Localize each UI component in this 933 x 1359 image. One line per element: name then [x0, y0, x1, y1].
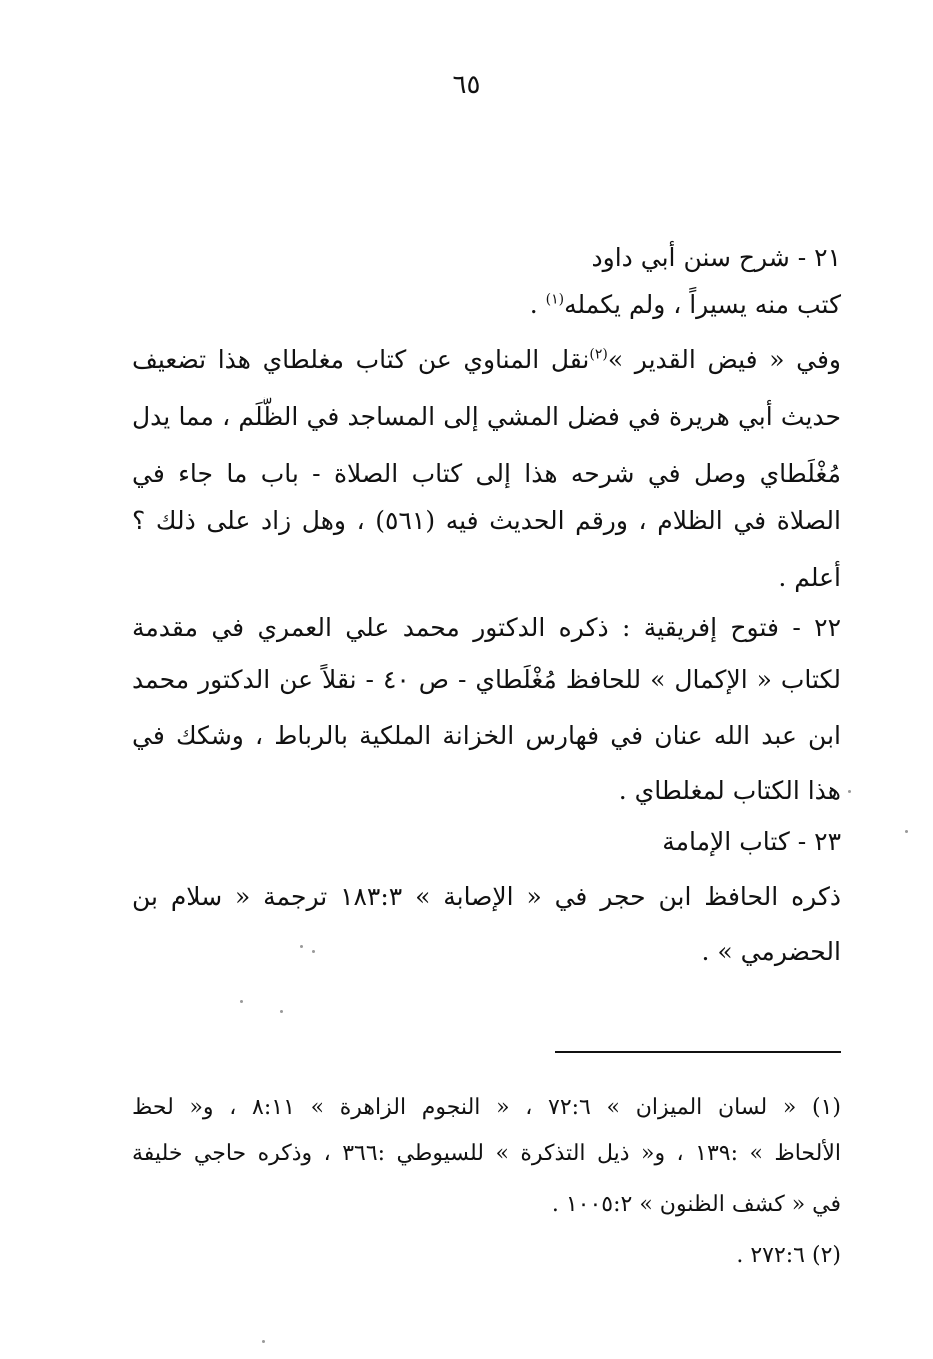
footnote-ref-2: (٢)	[589, 346, 608, 363]
scan-speck	[280, 1010, 283, 1013]
paragraph-line: لكتاب « الإكمال » للحافظ مُغْلَطاي - ص ٤٠ - نقلاً عن الدكتور محمد	[132, 665, 841, 694]
scan-speck	[848, 790, 851, 793]
paragraph-line: أعلم .	[778, 563, 841, 592]
paragraph-line: الحضرمي » .	[701, 937, 841, 966]
footnote-line: (٢) ٢٧٢:٦ .	[736, 1243, 841, 1268]
paragraph-line: حديث أبي هريرة في فضل المشي إلى المساجد في الظُّلَم ، مما يدل	[132, 402, 841, 431]
footnote-line: الألحاظ » :١٣٩ ، و« ذيل التذكرة » للسيوطي :٣٦٦ ، وذكره حاجي خليفة	[132, 1141, 841, 1166]
paragraph-line: الصلاة في الظلام ، ورقم الحديث فيه (٥٦١) ، وهل زاد على ذلك ؟	[132, 506, 841, 535]
paragraph-line	[132, 340, 841, 380]
scan-speck	[300, 945, 303, 948]
entry-21-note	[530, 285, 841, 325]
paragraph-line: ذكره الحافظ ابن حجر في « الإصابة » ١٨٣:٣ ترجمة « سلام بن	[132, 882, 841, 911]
page-number: ٦٥	[452, 70, 481, 100]
footnote-ref-1: (١)	[545, 291, 565, 308]
paragraph-line: هذا الكتاب لمغلطاي .	[618, 776, 841, 805]
paragraph-line-start: وفي « فيض القدير »	[607, 345, 841, 374]
footnote-line: (١) « لسان الميزان » ٧٢:٦ ، « النجوم الزاهرة » ٨:١١ ، و« لحظ	[132, 1095, 841, 1120]
paragraph-line: ابن عبد الله عنان في فهارس الخزانة الملكية بالرباط ، وشكك في	[132, 721, 841, 750]
paragraph-line-rest: نقل المناوي عن كتاب مغلطاي هذا تضعيف	[132, 345, 590, 374]
scan-speck	[312, 950, 315, 953]
entry-22-title: ٢٢ - فتوح إفريقية : ذكره الدكتور محمد علي العمري في مقدمة	[132, 613, 841, 642]
entry-21-note-end: .	[529, 290, 546, 319]
scan-speck	[240, 1000, 243, 1003]
scan-speck	[262, 1340, 265, 1343]
entry-21-title: ٢١ - شرح سنن أبي داود	[591, 243, 841, 272]
scan-speck	[905, 830, 908, 833]
entry-21-note-text: كتب منه يسيراً ، ولم يكمله	[564, 290, 841, 319]
footnote-divider	[555, 1051, 841, 1053]
footnote-line: في « كشف الظنون » ١٠٠٥:٢ .	[551, 1192, 841, 1217]
entry-23-title: ٢٣ - كتاب الإمامة	[662, 827, 841, 856]
paragraph-line: مُغْلَطاي وصل في شرحه هذا إلى كتاب الصلاة - باب ما جاء في	[132, 459, 841, 488]
